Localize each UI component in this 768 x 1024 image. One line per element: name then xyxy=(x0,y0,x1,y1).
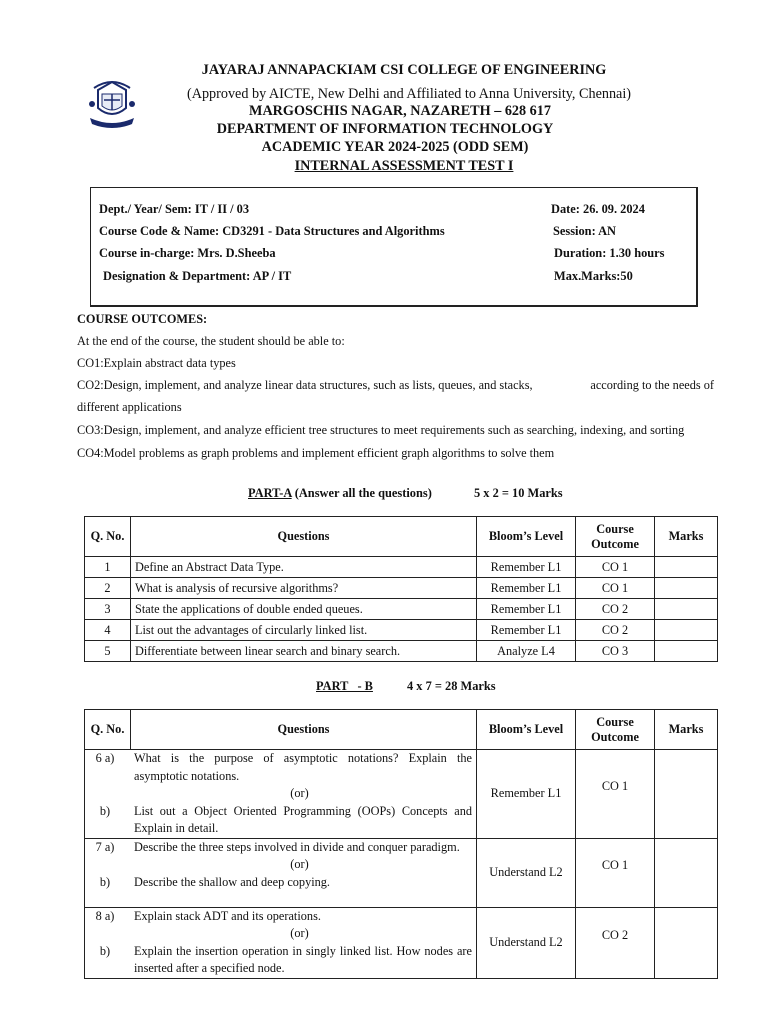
course-incharge: Course in-charge: Mrs. D.Sheeba xyxy=(99,246,276,260)
col-course-outcome: Course Outcome xyxy=(576,517,655,557)
q-number: b) xyxy=(99,943,111,958)
blooms-level: Understand L2 xyxy=(477,907,576,978)
marks-cell xyxy=(655,641,718,662)
blooms-level: Analyze L4 xyxy=(477,641,576,662)
table-row xyxy=(85,599,718,620)
q-number: 3 xyxy=(85,599,131,620)
designation-department: Designation & Department: AP / IT xyxy=(103,269,292,283)
question-text: Explain the insertion operation in singly linked list. How nodes are inserted after a specified node. xyxy=(134,943,472,975)
question-text: Differentiate between linear search and binary search. xyxy=(131,641,477,662)
exam-session: Session: AN xyxy=(553,224,616,238)
q-number: 8 a) xyxy=(95,908,115,923)
course-outcome: CO 2 xyxy=(576,599,655,620)
blooms-level: Remember L1 xyxy=(477,599,576,620)
col-course-outcome: Course Outcome xyxy=(576,710,655,750)
or-separator: (or) xyxy=(290,857,309,871)
blooms-level: Remember L1 xyxy=(477,557,576,578)
col-qno: Q. No. xyxy=(85,517,131,557)
or-separator: (or) xyxy=(290,926,309,940)
college-address: MARGOSCHIS NAGAR, NAZARETH – 628 617 xyxy=(249,103,551,119)
test-title: INTERNAL ASSESSMENT TEST I xyxy=(294,158,514,174)
table-row xyxy=(85,750,718,839)
question-text: Describe the three steps involved in divide and conquer paradigm. xyxy=(134,839,460,854)
table-row xyxy=(85,578,718,599)
blooms-level: Remember L1 xyxy=(477,750,576,839)
question-text: What is the purpose of asymptotic notations? Explain the asymptotic notations. xyxy=(134,751,472,783)
q-number: 1 xyxy=(85,557,131,578)
question-text: Describe the shallow and deep copying. xyxy=(134,874,331,889)
academic-year: ACADEMIC YEAR 2024-2025 (ODD SEM) xyxy=(261,139,529,155)
marks-cell xyxy=(655,578,718,599)
course-outcome: CO 1 xyxy=(576,838,655,907)
marks-cell xyxy=(655,907,718,978)
or-separator: (or) xyxy=(290,786,309,800)
blooms-level: Understand L2 xyxy=(477,838,576,907)
approval-line: (Approved by AICTE, New Delhi and Affiliated to Anna University, Chennai) xyxy=(186,86,632,102)
question-text: What is analysis of recursive algorithms? xyxy=(131,578,477,599)
marks-cell xyxy=(655,599,718,620)
q-number: 6 a) xyxy=(95,751,115,765)
blooms-level: Remember L1 xyxy=(477,620,576,641)
table-row xyxy=(85,907,718,978)
department-name: DEPARTMENT OF INFORMATION TECHNOLOGY xyxy=(216,121,554,137)
table-row xyxy=(85,641,718,662)
outcomes-heading: COURSE OUTCOMES: xyxy=(77,312,208,326)
course-outcome-3: CO3:Design, implement, and analyze efficient tree structures to meet requirements such as searching, indexing, and sorting xyxy=(77,423,685,437)
course-outcome-4: CO4:Model problems as graph problems and implement efficient graph algorithms to solve them xyxy=(77,446,555,460)
col-questions: Questions xyxy=(131,710,477,750)
question-text: Define an Abstract Data Type. xyxy=(131,557,477,578)
part-b-table xyxy=(84,709,718,979)
question-pair xyxy=(85,838,477,907)
table-row xyxy=(85,838,718,907)
q-number: 7 a) xyxy=(95,839,115,854)
course-outcome: CO 2 xyxy=(576,620,655,641)
dept-year-sem: Dept./ Year/ Sem: IT / II / 03 xyxy=(99,202,250,216)
table-row xyxy=(85,620,718,641)
question-text: State the applications of double ended queues. xyxy=(131,599,477,620)
part-b-marks: 4 x 7 = 28 Marks xyxy=(407,679,496,693)
marks-cell xyxy=(655,620,718,641)
part-a-table xyxy=(84,516,718,662)
question-text: List out a Object Oriented Programming (OOPs) Concepts and Explain in detail. xyxy=(134,803,472,835)
q-number: 2 xyxy=(85,578,131,599)
q-number: b) xyxy=(99,803,111,818)
course-outcome-2-continued: according to the needs of xyxy=(590,378,714,392)
marks-cell xyxy=(655,557,718,578)
q-number: 4 xyxy=(85,620,131,641)
course-outcome: CO 3 xyxy=(576,641,655,662)
course-outcome: CO 2 xyxy=(576,907,655,978)
exam-duration: Duration: 1.30 hours xyxy=(554,246,665,260)
col-questions: Questions xyxy=(131,517,477,557)
course-outcome-1: CO1:Explain abstract data types xyxy=(77,356,236,370)
course-outcome: CO 1 xyxy=(576,578,655,599)
question-pair xyxy=(85,907,477,978)
table-row xyxy=(85,557,718,578)
blooms-level: Remember L1 xyxy=(477,578,576,599)
part-a-marks: 5 x 2 = 10 Marks xyxy=(474,486,563,500)
col-blooms-level: Bloom’s Level xyxy=(477,517,576,557)
course-outcome-2: CO2:Design, implement, and analyze linear data structures, such as lists, queues, and stacks, xyxy=(77,378,533,392)
col-blooms-level: Bloom’s Level xyxy=(477,710,576,750)
q-number: b) xyxy=(99,874,111,889)
q-number: 5 xyxy=(85,641,131,662)
college-name: JAYARAJ ANNAPACKIAM CSI COLLEGE OF ENGINEERING xyxy=(201,62,607,78)
course-outcome: CO 1 xyxy=(576,750,655,839)
course-outcome-2-end: different applications xyxy=(77,400,182,414)
course-code-name: Course Code & Name: CD3291 - Data Structures and Algorithms xyxy=(99,224,445,238)
col-marks: Marks xyxy=(655,710,718,750)
question-text: List out the advantages of circularly linked list. xyxy=(131,620,477,641)
marks-cell xyxy=(655,750,718,839)
part-a-title: PART-A xyxy=(248,486,292,500)
col-marks: Marks xyxy=(655,517,718,557)
part-a-instruction: (Answer all the questions) xyxy=(294,486,432,500)
exam-date: Date: 26. 09. 2024 xyxy=(551,202,645,216)
question-text: Explain stack ADT and its operations. xyxy=(134,908,321,923)
part-a-header-row xyxy=(85,517,718,557)
outcomes-intro: At the end of the course, the student should be able to: xyxy=(77,334,345,348)
marks-cell xyxy=(655,838,718,907)
question-pair xyxy=(85,750,477,839)
course-outcome: CO 1 xyxy=(576,557,655,578)
col-qno: Q. No. xyxy=(85,710,131,750)
part-b-header-row xyxy=(85,710,718,750)
max-marks: Max.Marks:50 xyxy=(554,269,633,283)
part-a-heading xyxy=(248,486,432,501)
part-b-title: PART - B xyxy=(316,679,373,693)
